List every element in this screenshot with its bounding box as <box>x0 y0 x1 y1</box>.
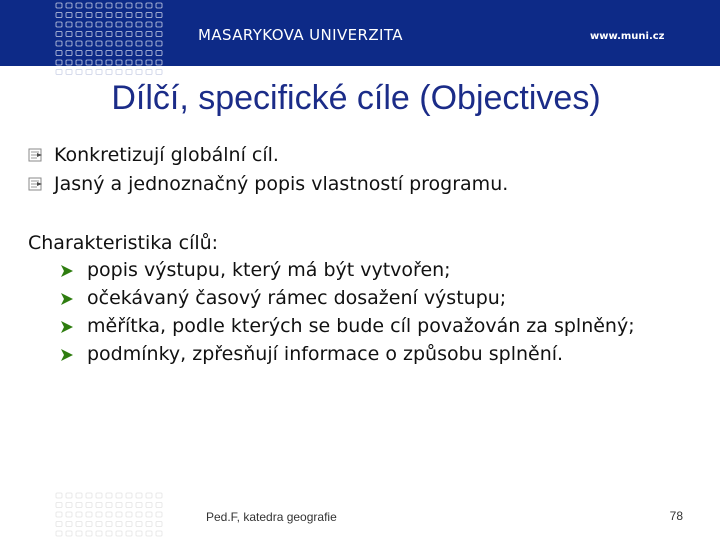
university-name: MASARYKOVA UNIVERZITA <box>198 26 403 44</box>
bullet-list <box>28 140 508 198</box>
page-number: 78 <box>669 509 683 523</box>
website-url: www.muni.cz <box>590 31 665 42</box>
characteristic-text: popis výstupu, který má být vytvořen; <box>87 259 451 281</box>
document-bullet-icon <box>28 148 48 162</box>
slide-title: Dílčí, specifické cíle (Objectives) <box>111 79 601 117</box>
document-bullet-icon <box>28 177 48 191</box>
characteristic-text: měřítka, podle kterých se bude cíl považován za splněný; <box>87 315 635 337</box>
arrow-bullet-icon <box>60 320 74 334</box>
characteristics-heading: Charakteristika cílů: <box>28 232 219 254</box>
characteristics-list <box>60 256 680 368</box>
bullet-item <box>28 140 508 169</box>
arrow-bullet-icon <box>60 264 74 278</box>
university-logo-grid <box>55 2 167 78</box>
footer-logo-grid <box>55 492 167 540</box>
characteristic-item <box>60 284 680 312</box>
bullet-text: Konkretizují globální cíl. <box>54 143 279 166</box>
arrow-bullet-icon <box>60 292 74 306</box>
arrow-bullet-icon <box>60 348 74 362</box>
bullet-text: Jasný a jednoznačný popis vlastností programu. <box>54 172 509 195</box>
characteristic-item <box>60 312 680 340</box>
characteristic-item <box>60 340 680 368</box>
bullet-item <box>28 169 508 198</box>
footer-text: Ped.F, katedra geografie <box>206 510 337 524</box>
characteristic-text: očekávaný časový rámec dosažení výstupu; <box>87 287 507 309</box>
characteristic-item <box>60 256 680 284</box>
characteristic-text: podmínky, zpřesňují informace o způsobu splnění. <box>87 343 564 365</box>
